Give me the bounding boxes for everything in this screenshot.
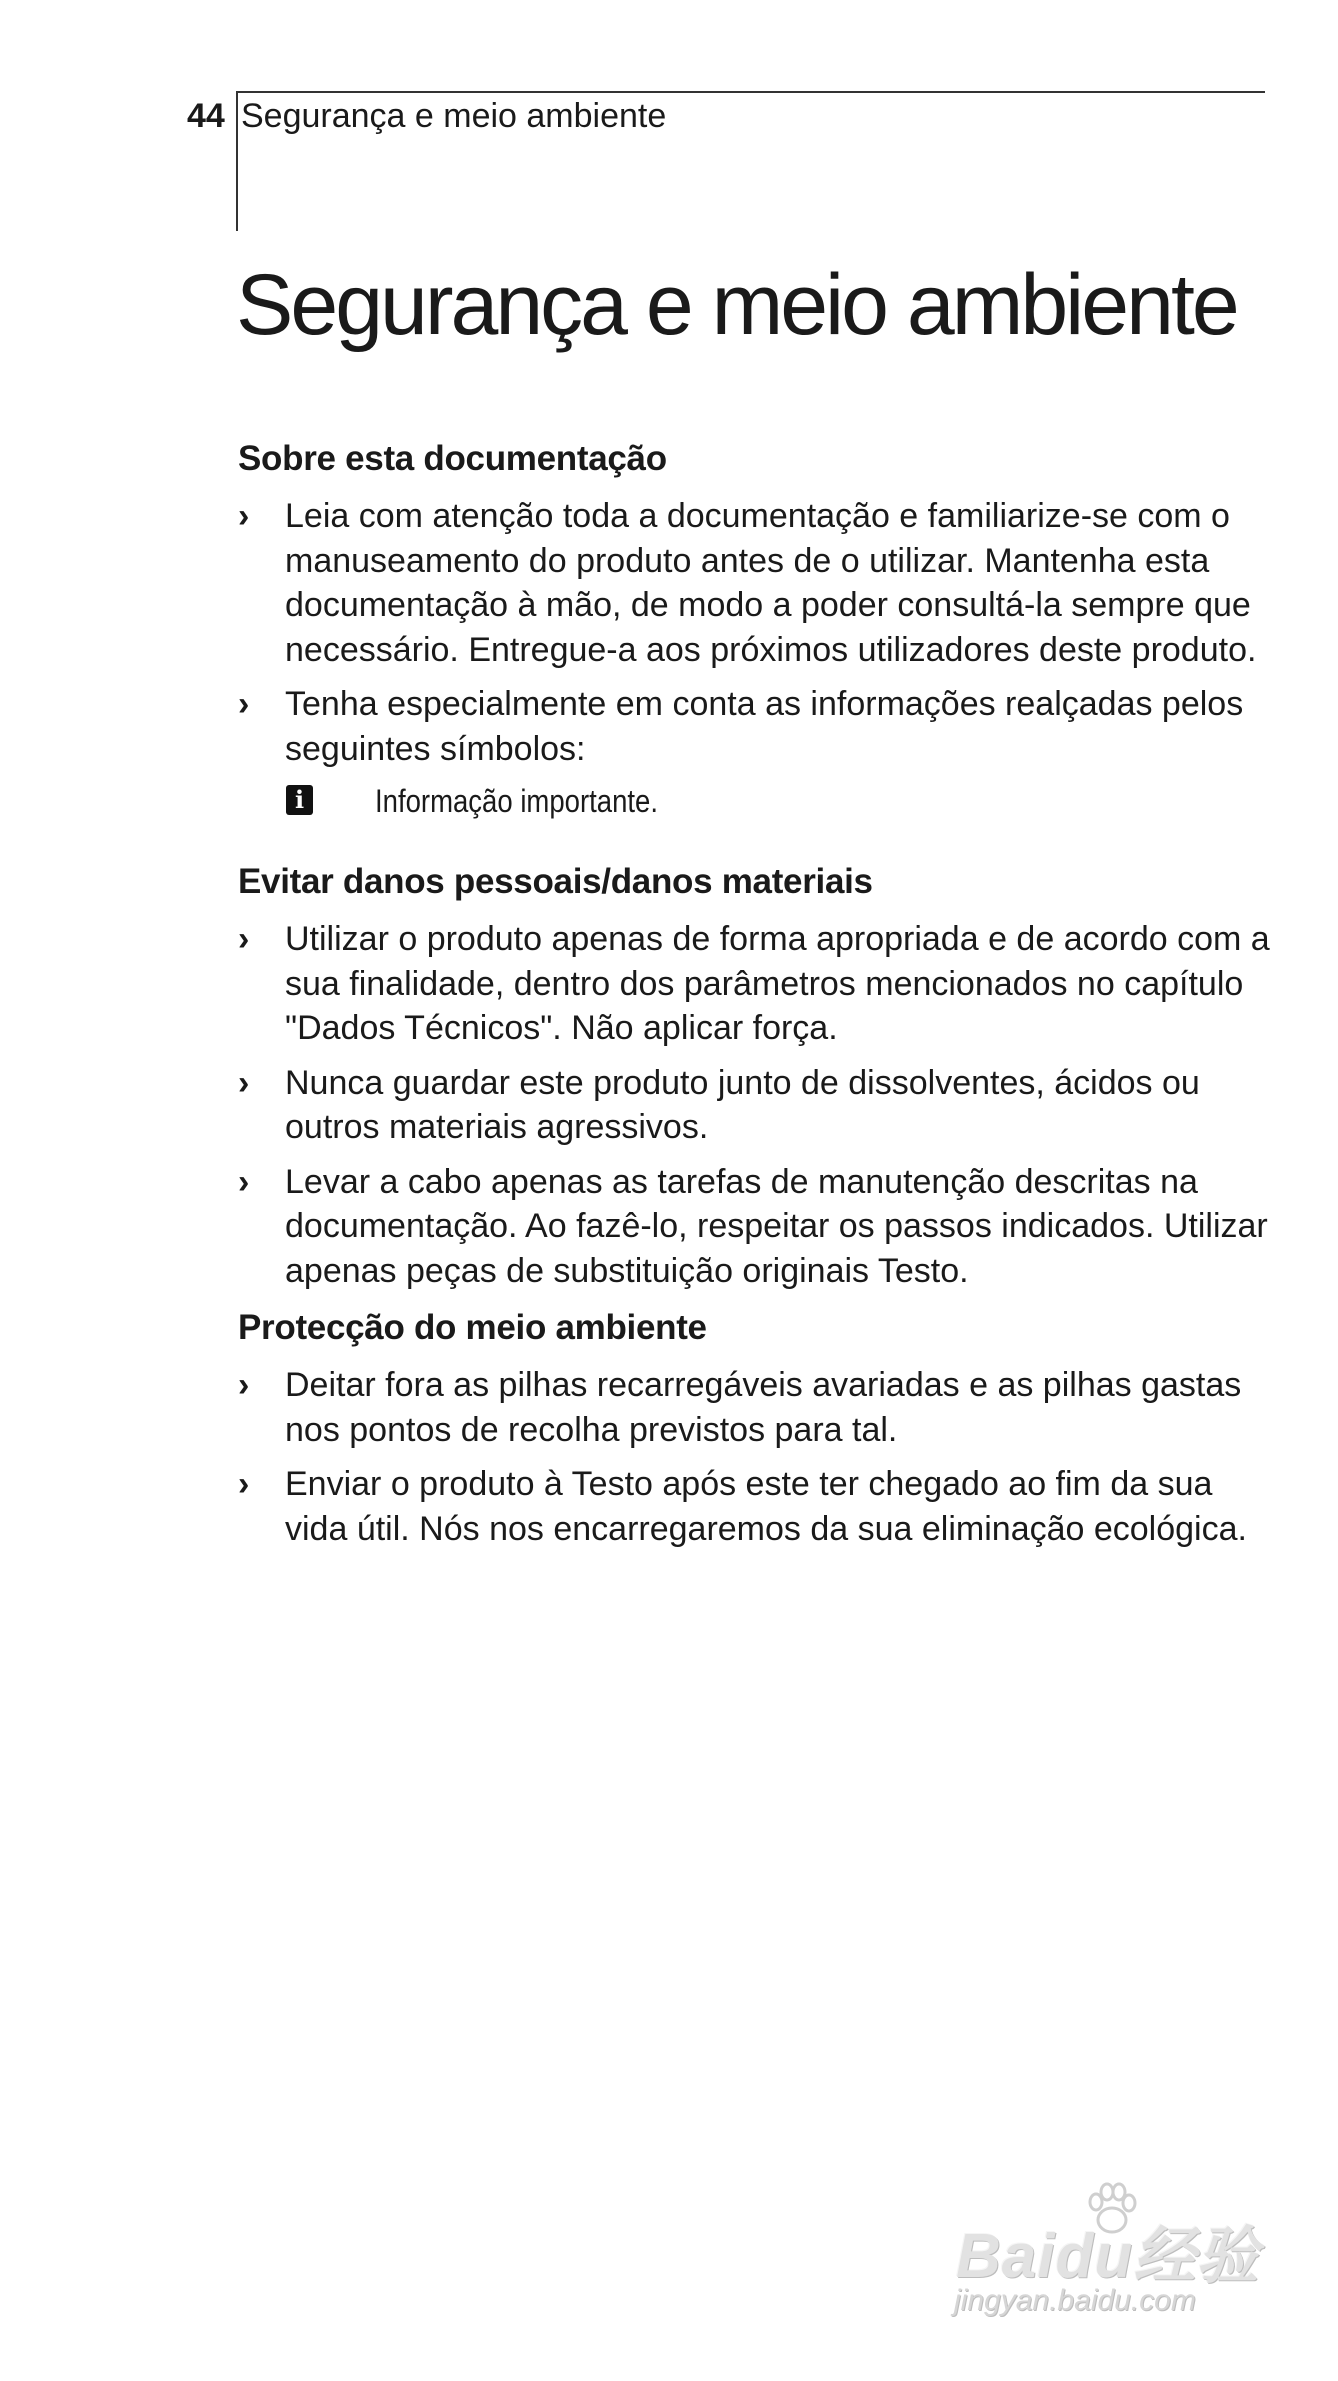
bullet-arrow-icon: › xyxy=(238,920,250,958)
header-vertical-rule xyxy=(236,91,238,231)
watermark-brand: Baidu经验 xyxy=(956,2222,1260,2291)
list-item xyxy=(238,682,1278,771)
baidu-watermark xyxy=(950,2180,1280,2330)
section-heading: Protecção do meio ambiente xyxy=(238,1308,707,1347)
list-item-text: Utilizar o produto apenas de forma apropriada e de acordo com a sua finalidade, dentro dos parâmetros mencionados no capítulo "Dados Técnicos". Não aplicar força. xyxy=(285,920,1270,1047)
list-item xyxy=(238,1462,1278,1551)
list-item xyxy=(238,494,1278,672)
list-item xyxy=(238,1160,1278,1294)
bullet-arrow-icon: › xyxy=(238,1162,250,1201)
document-body xyxy=(238,434,1278,1561)
bullet-arrow-icon: › xyxy=(238,1366,250,1404)
section-avoid-damage xyxy=(238,857,1278,1293)
page-title: Segurança e meio ambiente xyxy=(236,257,1237,353)
page-number: 44 xyxy=(187,97,225,135)
section-documentation xyxy=(238,434,1278,831)
watermark-url: jingyan.baidu.com xyxy=(954,2284,1196,2317)
list-item-text: Levar a cabo apenas as tarefas de manutenção descritas na documentação. Ao fazê-lo, respeitar os passos indicados. Utilizar apenas peças de substituição originais Testo. xyxy=(285,1162,1268,1290)
header-rule xyxy=(238,91,1265,93)
bullet-arrow-icon: › xyxy=(238,1063,250,1102)
bullet-arrow-icon: › xyxy=(238,1465,250,1503)
list-item-text: Leia com atenção toda a documentação e familiarize-se com o manuseamento do produto antes de o utilizar. Mantenha esta documentação à mão, de modo a poder consultá-la sempre que necessário. Entregue-a aos próximos utilizadores deste produto. xyxy=(285,497,1257,669)
section-heading: Sobre esta documentação xyxy=(238,439,667,478)
list-item-text: Nunca guardar este produto junto de dissolventes, ácidos ou outros materiais agressivos. xyxy=(285,1063,1200,1146)
list-item xyxy=(238,1061,1278,1150)
list-item-text: Deitar fora as pilhas recarregáveis avariadas e as pilhas gastas nos pontos de recolha previstos para tal. xyxy=(285,1366,1242,1449)
info-icon: i xyxy=(286,785,313,815)
list-item xyxy=(238,917,1278,1051)
list-item xyxy=(238,1363,1278,1452)
section-heading: Evitar danos pessoais/danos materiais xyxy=(238,862,873,901)
list-item-text: Tenha especialmente em conta as informações realçadas pelos seguintes símbolos: xyxy=(285,685,1244,768)
info-note xyxy=(238,781,1278,831)
running-title: Segurança e meio ambiente xyxy=(241,97,667,135)
bullet-arrow-icon: › xyxy=(238,497,250,535)
section-environment xyxy=(238,1303,1278,1551)
info-note-text: Informação importante. xyxy=(375,783,658,819)
list-item-text: Enviar o produto à Testo após este ter chegado ao fim da sua vida útil. Nós nos encarregaremos da sua eliminação ecológica. xyxy=(285,1465,1247,1548)
bullet-arrow-icon: › xyxy=(238,685,250,723)
